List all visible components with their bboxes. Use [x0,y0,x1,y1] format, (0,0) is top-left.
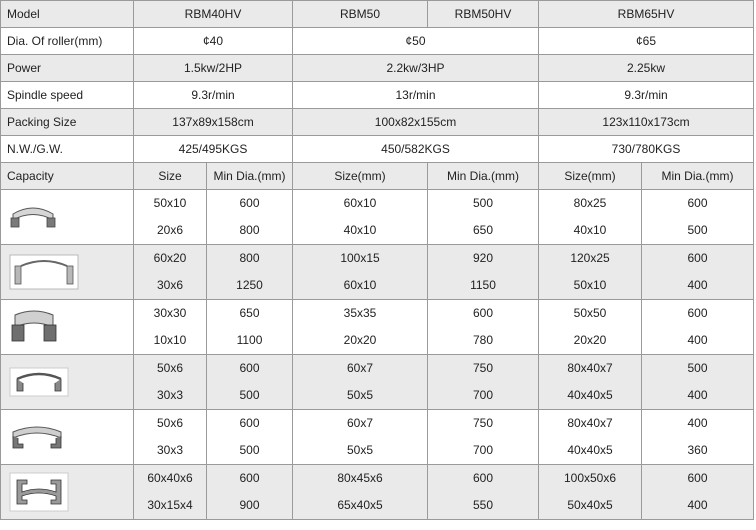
size-value: 50x50 [573,306,607,320]
min-dia-value: 600 [239,361,260,375]
size-cell [134,410,207,465]
min-dia-cell [642,465,754,520]
size-cell [539,355,642,410]
col-size-mm: Size(mm) [293,163,428,190]
profile-cell [1,410,134,465]
min-dia-value: 1250 [236,278,263,292]
min-dia-value: 780 [472,333,494,347]
capacity-group [1,190,754,245]
spec-value-rbm40: ¢40 [134,28,293,55]
size-cell [539,245,642,300]
min-dia-cell [642,355,754,410]
size-cell [539,410,642,465]
spec-label: Dia. Of roller(mm) [1,28,134,55]
min-dia-cell [642,410,754,465]
size-value: 20x6 [156,223,184,237]
size-cell [293,190,428,245]
min-dia-value: 400 [687,333,708,347]
model-rbm50: RBM50 [293,1,428,28]
size-value: 30x15x4 [147,498,193,512]
spec-value-rbm40: 137x89x158cm [134,109,293,136]
size-value: 10x10 [153,333,187,347]
min-dia-value: 900 [239,498,260,512]
capacity-group [1,465,754,520]
profile-cell [1,245,134,300]
size-cell [134,465,207,520]
size-value: 20x20 [573,333,607,347]
spec-row [1,136,754,163]
spec-row [1,109,754,136]
angle-in-icon [9,420,65,454]
size-value: 80x40x7 [567,416,613,430]
min-dia-cell [642,245,754,300]
spec-label: Power [1,55,134,82]
angle-out-icon [9,367,69,397]
min-dia-value: 500 [687,223,708,237]
spec-value-rbm65: 123x110x173cm [539,109,754,136]
size-value: 60x7 [346,416,374,430]
spec-value-rbm65: 730/780KGS [539,136,754,163]
min-dia-value: 750 [472,361,494,375]
min-dia-cell [207,190,293,245]
min-dia-cell [642,190,754,245]
size-value: 50x10 [573,278,607,292]
spec-row [1,28,754,55]
size-value: 50x6 [156,361,184,375]
flat-bar-easyway-icon [9,254,79,290]
min-dia-value: 650 [239,306,260,320]
size-cell [134,190,207,245]
min-dia-value: 600 [239,471,260,485]
spec-label: Packing Size [1,109,134,136]
min-dia-cell [428,245,539,300]
min-dia-value: 600 [239,196,260,210]
size-value: 30x3 [156,388,184,402]
col-size: Size [134,163,207,190]
min-dia-cell [428,355,539,410]
size-value: 50x6 [156,416,184,430]
min-dia-cell [428,300,539,355]
spec-value-rbm65: 2.25kw [539,55,754,82]
spec-value-rbm50: 450/582KGS [293,136,539,163]
capacity-group [1,245,754,300]
min-dia-value: 700 [472,388,494,402]
size-value: 60x10 [343,278,377,292]
min-dia-value: 800 [239,223,260,237]
size-cell [293,300,428,355]
size-value: 80x45x6 [337,471,383,485]
size-value: 50x40x5 [567,498,613,512]
size-value: 60x10 [343,196,377,210]
min-dia-value: 400 [687,388,708,402]
min-dia-cell [642,300,754,355]
min-dia-cell [207,355,293,410]
model-rbm50hv: RBM50HV [428,1,539,28]
size-cell [293,245,428,300]
profile-cell [1,355,134,410]
col-min-dia: Min Dia.(mm) [428,163,539,190]
min-dia-value: 800 [239,251,260,265]
channel-icon [9,472,69,512]
spec-value-rbm40: 9.3r/min [134,82,293,109]
min-dia-value: 600 [687,251,708,265]
model-rbm65hv: RBM65HV [539,1,754,28]
size-value: 120x25 [570,251,610,265]
size-cell [134,300,207,355]
size-value: 80x40x7 [567,361,613,375]
size-cell [293,465,428,520]
size-value: 100x50x6 [563,471,617,485]
capacity-group [1,300,754,355]
size-value: 50x5 [346,388,374,402]
spec-value-rbm50: 100x82x155cm [293,109,539,136]
min-dia-value: 600 [687,306,708,320]
min-dia-value: 600 [472,306,494,320]
min-dia-value: 500 [472,196,494,210]
flat-bar-icon [9,200,57,234]
model-label: Model [1,1,134,28]
model-rbm40hv: RBM40HV [134,1,293,28]
size-value: 80x25 [573,196,607,210]
col-min-dia: Min Dia.(mm) [642,163,754,190]
size-value: 100x15 [340,251,380,265]
square-bar-icon [9,307,59,347]
min-dia-value: 400 [687,416,708,430]
min-dia-value: 650 [472,223,494,237]
size-value: 60x40x6 [147,471,193,485]
col-min-dia: Min Dia.(mm) [207,163,293,190]
min-dia-cell [207,300,293,355]
col-size-mm: Size(mm) [539,163,642,190]
capacity-label: Capacity [1,163,134,190]
min-dia-value: 600 [472,471,494,485]
size-value: 65x40x5 [337,498,383,512]
min-dia-cell [428,190,539,245]
min-dia-value: 360 [687,443,708,457]
size-value: 50x10 [153,196,187,210]
size-cell [293,355,428,410]
size-value: 50x5 [346,443,374,457]
spec-value-rbm40: 425/495KGS [134,136,293,163]
min-dia-cell [428,465,539,520]
size-value: 60x20 [153,251,187,265]
spec-label: N.W./G.W. [1,136,134,163]
min-dia-value: 600 [687,471,708,485]
spec-row [1,82,754,109]
model-row [1,1,754,28]
size-value: 30x6 [156,278,184,292]
profile-cell [1,190,134,245]
min-dia-cell [428,410,539,465]
min-dia-value: 500 [239,388,260,402]
size-cell [539,300,642,355]
min-dia-cell [207,410,293,465]
spec-value-rbm65: 9.3r/min [539,82,754,109]
spec-value-rbm50: 13r/min [293,82,539,109]
spec-value-rbm65: ¢65 [539,28,754,55]
size-value: 60x7 [346,361,374,375]
size-value: 30x3 [156,443,184,457]
size-cell [134,245,207,300]
min-dia-value: 550 [472,498,494,512]
capacity-header-row [1,163,754,190]
min-dia-value: 1100 [236,333,263,347]
spec-label: Spindle speed [1,82,134,109]
size-cell [134,355,207,410]
size-cell [539,190,642,245]
spec-row [1,55,754,82]
capacity-group [1,355,754,410]
min-dia-value: 400 [687,278,708,292]
size-value: 20x20 [343,333,377,347]
capacity-group [1,410,754,465]
min-dia-value: 600 [239,416,260,430]
min-dia-value: 500 [239,443,260,457]
min-dia-cell [207,245,293,300]
min-dia-value: 400 [687,498,708,512]
size-value: 40x10 [573,223,607,237]
size-value: 40x40x5 [567,388,613,402]
spec-value-rbm50: 2.2kw/3HP [293,55,539,82]
min-dia-value: 750 [472,416,494,430]
size-cell [293,410,428,465]
size-value: 30x30 [153,306,187,320]
min-dia-value: 500 [687,361,708,375]
size-value: 40x40x5 [567,443,613,457]
spec-value-rbm50: ¢50 [293,28,539,55]
profile-cell [1,300,134,355]
min-dia-value: 600 [687,196,708,210]
min-dia-value: 1150 [470,278,496,292]
min-dia-value: 700 [472,443,494,457]
size-value: 35x35 [343,306,377,320]
size-cell [539,465,642,520]
size-value: 40x10 [343,223,377,237]
min-dia-value: 920 [472,251,494,265]
min-dia-cell [207,465,293,520]
spec-value-rbm40: 1.5kw/2HP [134,55,293,82]
profile-cell [1,465,134,520]
